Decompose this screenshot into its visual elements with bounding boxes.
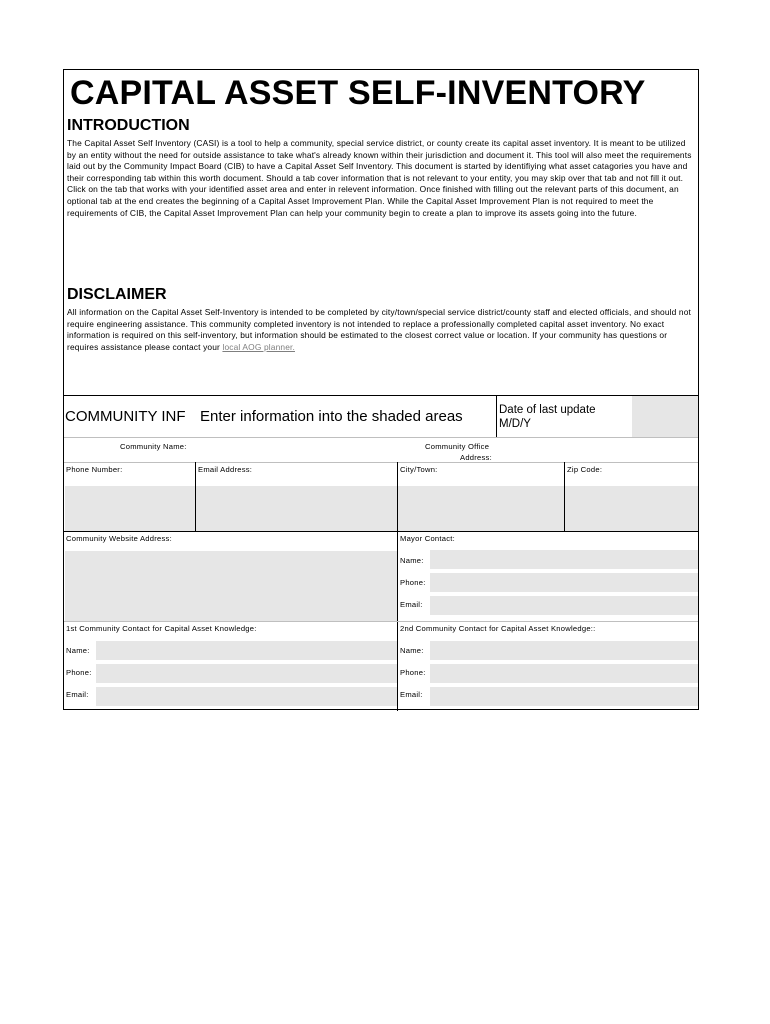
zip-code-input[interactable] bbox=[565, 486, 698, 531]
first-contact-phone-label: Phone: bbox=[66, 668, 92, 677]
first-contact-phone-input[interactable] bbox=[96, 664, 397, 683]
disclaimer-body: All information on the Capital Asset Self-Inventory is intended to be completed by city/town/special service district/county staff and elected officials, and should not require engineering assistance. This community completed inventory is not intended to replace a professionally completed capital asset inventory. No exact information is required on this self-inventory, but information should be estimated to the closest correct value or location. If your community has questions or requires assistance please contact your bbox=[67, 307, 692, 352]
mayor-phone-label: Phone: bbox=[400, 578, 426, 587]
disclaimer-text bbox=[67, 307, 697, 353]
mayor-name-input[interactable] bbox=[430, 550, 698, 569]
zip-code-label: Zip Code: bbox=[567, 465, 603, 474]
mayor-email-input[interactable] bbox=[430, 596, 698, 615]
shaded-areas-instruction: Enter information into the shaded areas bbox=[200, 408, 463, 425]
mayor-email-label: Email: bbox=[400, 600, 423, 609]
phone-number-input[interactable] bbox=[65, 486, 195, 531]
row-line bbox=[64, 462, 698, 463]
second-contact-name-input[interactable] bbox=[430, 641, 698, 660]
second-contact-phone-input[interactable] bbox=[430, 664, 698, 683]
first-contact-email-label: Email: bbox=[66, 690, 89, 699]
community-name-label: Community Name: bbox=[120, 442, 187, 451]
section-divider bbox=[64, 395, 698, 396]
first-contact-label: 1st Community Contact for Capital Asset Knowledge: bbox=[66, 624, 257, 633]
city-town-input[interactable] bbox=[398, 486, 564, 531]
second-contact-phone-label: Phone: bbox=[400, 668, 426, 677]
row-line bbox=[64, 437, 698, 438]
city-town-label: City/Town: bbox=[400, 465, 438, 474]
community-office-label: Community Office bbox=[425, 442, 490, 451]
mayor-phone-input[interactable] bbox=[430, 573, 698, 592]
page-title: CAPITAL ASSET SELF-INVENTORY bbox=[70, 74, 646, 112]
date-cell-border bbox=[496, 395, 497, 437]
second-contact-email-label: Email: bbox=[400, 690, 423, 699]
row-line bbox=[64, 621, 698, 622]
first-contact-email-input[interactable] bbox=[96, 687, 397, 706]
mayor-name-label: Name: bbox=[400, 556, 424, 565]
mayor-contact-label: Mayor Contact: bbox=[400, 534, 455, 543]
row-line bbox=[64, 531, 698, 532]
date-input[interactable] bbox=[632, 396, 698, 437]
email-address-label: Email Address: bbox=[198, 465, 253, 474]
phone-number-label: Phone Number: bbox=[66, 465, 123, 474]
introduction-heading: INTRODUCTION bbox=[67, 117, 190, 134]
community-info-heading: COMMUNITY INF bbox=[65, 408, 186, 425]
second-contact-label: 2nd Community Contact for Capital Asset Knowledge:: bbox=[400, 624, 596, 633]
website-input[interactable] bbox=[65, 551, 397, 621]
first-contact-name-input[interactable] bbox=[96, 641, 397, 660]
address-label: Address: bbox=[460, 453, 492, 462]
inventory-sheet bbox=[63, 69, 699, 710]
date-label: Date of last update M/D/Y bbox=[499, 404, 596, 430]
aog-planner-link[interactable]: local AOG planner. bbox=[222, 341, 295, 352]
first-contact-name-label: Name: bbox=[66, 646, 90, 655]
second-contact-email-input[interactable] bbox=[430, 687, 698, 706]
introduction-text: The Capital Asset Self Inventory (CASI) is a tool to help a community, special service district, or county create its capital asset inventory. It is meant to be utilized by an entity without the need for outside assistance to take what's already known within their jurisdiction and document it. This tool will also meet the requirements laid out by the Community Impact Board (CIB) to have a Capital Asset Self Inventory. This document is started by identifiying what asset catagories you have and their corresponding tab within this worth document. Should a tab cover information that is not relevant to your entity, you may skip over that tab and not fill it out. Click on the tab that works with your identified asset area and enter in relevent information. Once finished with filling out the relevant parts of this document, an optional tab at the end creates the beginning of a Capital Asset Improvement Plan. While the Capital Asset Improvement Plan is not required to meet the requirements of CIB, the Capital Asset Improvement Plan can help your community begin to create a plan to improve its assets going into the future. bbox=[67, 138, 692, 218]
email-address-input[interactable] bbox=[196, 486, 397, 531]
date-format: M/D/Y bbox=[499, 418, 531, 430]
disclaimer-heading: DISCLAIMER bbox=[67, 286, 167, 303]
second-contact-name-label: Name: bbox=[400, 646, 424, 655]
website-label: Community Website Address: bbox=[66, 534, 172, 543]
